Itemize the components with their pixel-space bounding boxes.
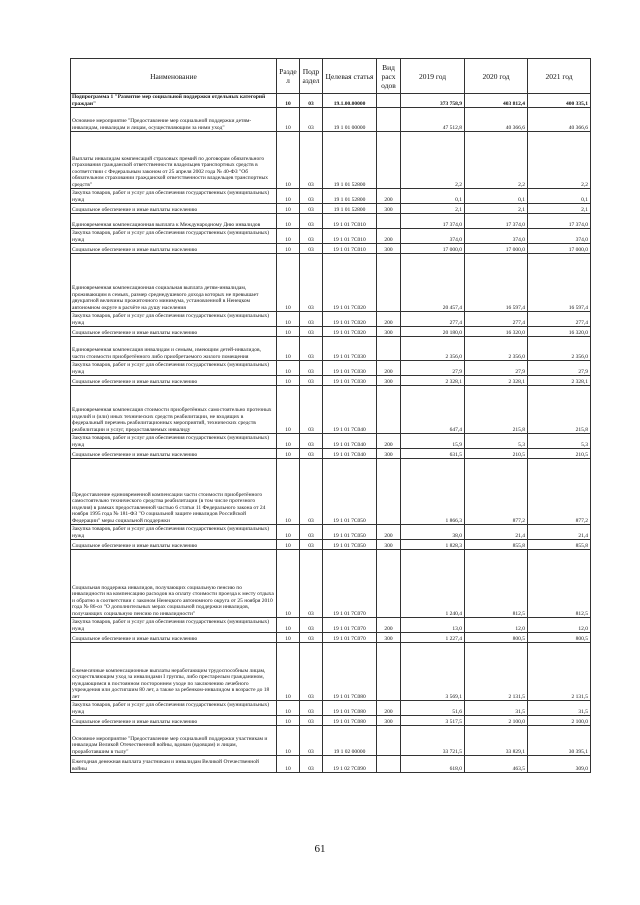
cell-vid bbox=[377, 386, 401, 434]
cell-target: 19 1 01 7С020 bbox=[323, 312, 377, 327]
header-name: Наименование bbox=[71, 59, 277, 94]
cell-2020: 21,4 bbox=[465, 525, 528, 540]
cell-vid bbox=[377, 643, 401, 701]
cell-target: 19 1 01 52800 bbox=[323, 204, 377, 214]
cell-2020: 2 131,5 bbox=[465, 643, 528, 701]
cell-target: 19 1 01 7С080 bbox=[323, 716, 377, 726]
cell-razdel: 10 bbox=[277, 540, 300, 550]
cell-2019: 2 356,0 bbox=[401, 337, 465, 361]
cell-2019: 51,6 bbox=[401, 701, 465, 716]
cell-2021: 27,9 bbox=[528, 361, 591, 376]
cell-razdel: 10 bbox=[277, 214, 300, 229]
cell-vid: 300 bbox=[377, 716, 401, 726]
cell-target: 19 1 01 7С010 bbox=[323, 214, 377, 229]
cell-podrazdel: 03 bbox=[300, 701, 323, 716]
cell-2021: 2 131,5 bbox=[528, 643, 591, 701]
cell-2019: 15,9 bbox=[401, 434, 465, 449]
cell-2020: 855,8 bbox=[465, 540, 528, 550]
cell-razdel: 10 bbox=[277, 312, 300, 327]
cell-target: 19 1 01 7С040 bbox=[323, 449, 377, 459]
cell-2020: 0,1 bbox=[465, 189, 528, 204]
cell-2021: 31,5 bbox=[528, 701, 591, 716]
cell-2019: 20 457,4 bbox=[401, 254, 465, 312]
cell-2020: 210,5 bbox=[465, 449, 528, 459]
cell-name: Закупка товаров, работ и услуг для обеспечения государственных (муниципальных) нужд bbox=[71, 312, 277, 327]
cell-2019: 374,0 bbox=[401, 229, 465, 244]
cell-razdel: 10 bbox=[277, 94, 300, 108]
cell-2021: 400 335,1 bbox=[528, 94, 591, 108]
cell-podrazdel: 03 bbox=[300, 204, 323, 214]
cell-podrazdel: 03 bbox=[300, 132, 323, 189]
table-row bbox=[71, 312, 591, 327]
cell-target: 19 1 01 7С080 bbox=[323, 701, 377, 716]
cell-vid: 200 bbox=[377, 312, 401, 327]
cell-podrazdel: 03 bbox=[300, 633, 323, 643]
table-row bbox=[71, 633, 591, 643]
cell-2020: 27,9 bbox=[465, 361, 528, 376]
table-row bbox=[71, 214, 591, 229]
cell-name: Социальное обеспечение и иные выплаты населению bbox=[71, 327, 277, 337]
cell-razdel: 10 bbox=[277, 716, 300, 726]
cell-name: Социальное обеспечение и иные выплаты населению bbox=[71, 540, 277, 550]
cell-2021: 210,5 bbox=[528, 449, 591, 459]
table-row bbox=[71, 434, 591, 449]
cell-vid: 300 bbox=[377, 327, 401, 337]
cell-podrazdel: 03 bbox=[300, 618, 323, 633]
cell-2021: 2 356,0 bbox=[528, 337, 591, 361]
cell-name: Социальное обеспечение и иные выплаты населению bbox=[71, 204, 277, 214]
cell-target: 19.1.00.00000 bbox=[323, 94, 377, 108]
table-row bbox=[71, 756, 591, 773]
cell-name: Предоставление единовременной компенсации части стоимости приобретённого самостоятельно технического средства реабилитации (в том числе протезного изделия) в рамках предоставленной частью 6 статьи 11 Федерального закона от 24 ноября 1995 года № 181-ФЗ "О социальной защите инвалидов Российской Федерации" меры социальной поддержки bbox=[71, 459, 277, 525]
cell-razdel: 10 bbox=[277, 701, 300, 716]
cell-podrazdel: 03 bbox=[300, 459, 323, 525]
cell-2020: 40 366,6 bbox=[465, 108, 528, 132]
cell-razdel: 10 bbox=[277, 189, 300, 204]
cell-vid: 300 bbox=[377, 376, 401, 386]
cell-2019: 20 180,0 bbox=[401, 327, 465, 337]
cell-2019: 1 866,3 bbox=[401, 459, 465, 525]
cell-podrazdel: 03 bbox=[300, 254, 323, 312]
cell-razdel: 10 bbox=[277, 386, 300, 434]
cell-2021: 277,4 bbox=[528, 312, 591, 327]
cell-podrazdel: 03 bbox=[300, 108, 323, 132]
cell-razdel: 10 bbox=[277, 434, 300, 449]
cell-target: 19 1 01 7С050 bbox=[323, 459, 377, 525]
cell-target: 19 1 01 7С040 bbox=[323, 434, 377, 449]
cell-vid bbox=[377, 726, 401, 756]
cell-2021: 16 597,4 bbox=[528, 254, 591, 312]
header-target: Целевая статья bbox=[323, 59, 377, 94]
header-vid: Вид расх одов bbox=[377, 59, 401, 94]
cell-2020: 5,3 bbox=[465, 434, 528, 449]
cell-razdel: 10 bbox=[277, 132, 300, 189]
table-row bbox=[71, 327, 591, 337]
cell-name: Закупка товаров, работ и услуг для обеспечения государственных (муниципальных) нужд bbox=[71, 525, 277, 540]
cell-2019: 1 227,4 bbox=[401, 633, 465, 643]
cell-name: Социальное обеспечение и иные выплаты населению bbox=[71, 449, 277, 459]
cell-podrazdel: 03 bbox=[300, 229, 323, 244]
cell-name: Единовременная компенсация инвалидам и семьям, имеющим детей-инвалидов, части стоимости приобретённого либо приобретаемого жилого помещения bbox=[71, 337, 277, 361]
cell-2020: 877,2 bbox=[465, 459, 528, 525]
cell-name: Единовременная компенсационная выплата к Международному Дню инвалидов bbox=[71, 214, 277, 229]
cell-vid: 300 bbox=[377, 633, 401, 643]
cell-vid: 200 bbox=[377, 701, 401, 716]
table-row bbox=[71, 337, 591, 361]
cell-target: 19 1 01 7С040 bbox=[323, 386, 377, 434]
table-row bbox=[71, 361, 591, 376]
cell-target: 19 1 01 7С050 bbox=[323, 540, 377, 550]
cell-razdel: 10 bbox=[277, 756, 300, 773]
cell-name: Ежегодная денежная выплата участникам и инвалидам Великой Отечественной войны bbox=[71, 756, 277, 773]
cell-2020: 17 000,0 bbox=[465, 244, 528, 254]
cell-name: Закупка товаров, работ и услуг для обеспечения государственных (муниципальных) нужд bbox=[71, 361, 277, 376]
cell-2019: 373 758,9 bbox=[401, 94, 465, 108]
cell-2021: 40 366,6 bbox=[528, 108, 591, 132]
cell-razdel: 10 bbox=[277, 229, 300, 244]
cell-podrazdel: 03 bbox=[300, 525, 323, 540]
cell-2020: 12,0 bbox=[465, 618, 528, 633]
cell-2020: 2 328,1 bbox=[465, 376, 528, 386]
cell-2019: 618,0 bbox=[401, 756, 465, 773]
cell-podrazdel: 03 bbox=[300, 327, 323, 337]
cell-2020: 215,8 bbox=[465, 386, 528, 434]
cell-vid bbox=[377, 550, 401, 618]
cell-2020: 277,4 bbox=[465, 312, 528, 327]
cell-target: 19 1 01 00000 bbox=[323, 108, 377, 132]
cell-name: Социальное обеспечение и иные выплаты населению bbox=[71, 244, 277, 254]
cell-razdel: 10 bbox=[277, 726, 300, 756]
table-row bbox=[71, 459, 591, 525]
cell-2019: 17 374,0 bbox=[401, 214, 465, 229]
cell-2020: 812,5 bbox=[465, 550, 528, 618]
cell-vid: 200 bbox=[377, 361, 401, 376]
cell-2019: 277,4 bbox=[401, 312, 465, 327]
cell-2019: 1 240,4 bbox=[401, 550, 465, 618]
cell-podrazdel: 03 bbox=[300, 726, 323, 756]
cell-vid bbox=[377, 459, 401, 525]
cell-podrazdel: 03 bbox=[300, 361, 323, 376]
cell-name: Социальная поддержка инвалидов, получающих социальную пенсию по инвалидности на компенсацию расходов на оплату стоимости проезда к месту отдыха и обратно в соответствии с законом Ненецкого автономного округа от 25 ноября 2010 года № 86-оз "О дополнительных мерах социальной поддержки инвалидов, получающих социальную пенсию по инвалидности" bbox=[71, 550, 277, 618]
cell-vid: 200 bbox=[377, 618, 401, 633]
cell-2021: 17 000,0 bbox=[528, 244, 591, 254]
table-row bbox=[71, 108, 591, 132]
cell-2021: 374,0 bbox=[528, 229, 591, 244]
table-row bbox=[71, 254, 591, 312]
cell-razdel: 10 bbox=[277, 618, 300, 633]
table-row bbox=[71, 618, 591, 633]
cell-vid: 300 bbox=[377, 244, 401, 254]
budget-table bbox=[70, 58, 591, 773]
cell-target: 19 1 01 7С030 bbox=[323, 337, 377, 361]
cell-2021: 5,3 bbox=[528, 434, 591, 449]
cell-2019: 38,0 bbox=[401, 525, 465, 540]
cell-razdel: 10 bbox=[277, 327, 300, 337]
cell-2020: 2 356,0 bbox=[465, 337, 528, 361]
header-razdel: Разде л bbox=[277, 59, 300, 94]
cell-2020: 2 100,0 bbox=[465, 716, 528, 726]
table-row bbox=[71, 189, 591, 204]
cell-name: Подпрограмма 1 "Развитие мер социальной поддержки отдельных категорий граждан" bbox=[71, 94, 277, 108]
cell-vid: 200 bbox=[377, 229, 401, 244]
cell-target: 19 1 01 7С070 bbox=[323, 633, 377, 643]
table-row bbox=[71, 540, 591, 550]
cell-2019: 17 000,0 bbox=[401, 244, 465, 254]
cell-2019: 0,1 bbox=[401, 189, 465, 204]
cell-2020: 800,5 bbox=[465, 633, 528, 643]
cell-razdel: 10 bbox=[277, 459, 300, 525]
cell-razdel: 10 bbox=[277, 376, 300, 386]
cell-podrazdel: 03 bbox=[300, 550, 323, 618]
cell-target: 19 1 01 7С070 bbox=[323, 618, 377, 633]
cell-name: Ежемесячные компенсационные выплаты неработающим трудоспособным лицам, осуществляющим уход за инвалидами I группы, либо престарелым гражданином, нуждающимся в постоянном постороннем уходе по заключению лечебного учреждения или достигшим 80 лет, а также за ребенком-инвалидом в возрасте до 18 лет bbox=[71, 643, 277, 701]
table-row bbox=[71, 643, 591, 701]
cell-name: Закупка товаров, работ и услуг для обеспечения государственных (муниципальных) нужд bbox=[71, 701, 277, 716]
cell-2021: 855,8 bbox=[528, 540, 591, 550]
cell-2021: 0,1 bbox=[528, 189, 591, 204]
table-row bbox=[71, 449, 591, 459]
cell-vid: 200 bbox=[377, 525, 401, 540]
cell-podrazdel: 03 bbox=[300, 756, 323, 773]
table-row bbox=[71, 229, 591, 244]
cell-target: 19 1 02 7С090 bbox=[323, 756, 377, 773]
cell-2019: 13,0 bbox=[401, 618, 465, 633]
cell-razdel: 10 bbox=[277, 254, 300, 312]
table-row bbox=[71, 716, 591, 726]
cell-razdel: 10 bbox=[277, 337, 300, 361]
cell-2019: 47 512,8 bbox=[401, 108, 465, 132]
table-body bbox=[71, 94, 591, 773]
cell-vid bbox=[377, 254, 401, 312]
cell-2020: 31,5 bbox=[465, 701, 528, 716]
cell-name: Закупка товаров, работ и услуг для обеспечения государственных (муниципальных) нужд bbox=[71, 618, 277, 633]
cell-vid bbox=[377, 214, 401, 229]
cell-2019: 2,2 bbox=[401, 132, 465, 189]
cell-target: 19 1 01 7С080 bbox=[323, 643, 377, 701]
cell-2020: 403 812,4 bbox=[465, 94, 528, 108]
cell-razdel: 10 bbox=[277, 244, 300, 254]
cell-podrazdel: 03 bbox=[300, 449, 323, 459]
cell-podrazdel: 03 bbox=[300, 94, 323, 108]
cell-razdel: 10 bbox=[277, 643, 300, 701]
cell-target: 19 1 01 7С030 bbox=[323, 361, 377, 376]
cell-name: Социальное обеспечение и иные выплаты населению bbox=[71, 376, 277, 386]
cell-2019: 631,5 bbox=[401, 449, 465, 459]
cell-razdel: 10 bbox=[277, 449, 300, 459]
cell-2021: 2,1 bbox=[528, 204, 591, 214]
table-row bbox=[71, 94, 591, 108]
cell-2019: 3 569,1 bbox=[401, 643, 465, 701]
cell-razdel: 10 bbox=[277, 108, 300, 132]
budget-table-sheet bbox=[70, 58, 590, 773]
cell-podrazdel: 03 bbox=[300, 337, 323, 361]
page-number: 61 bbox=[314, 843, 326, 855]
cell-target: 19 1 01 7С020 bbox=[323, 254, 377, 312]
cell-vid bbox=[377, 108, 401, 132]
cell-name: Единовременная компенсационная социальная выплата детям-инвалидам, проживающим в семьях, размер среднедушевого дохода которых не превышает двукратной величины прожиточного минимума, установленной в Ненецком автономном округе в расчёте на душу населения bbox=[71, 254, 277, 312]
cell-2020: 16 597,4 bbox=[465, 254, 528, 312]
cell-podrazdel: 03 bbox=[300, 376, 323, 386]
cell-2019: 3 517,5 bbox=[401, 716, 465, 726]
cell-2019: 2 328,1 bbox=[401, 376, 465, 386]
table-row bbox=[71, 376, 591, 386]
cell-vid bbox=[377, 132, 401, 189]
cell-2021: 12,0 bbox=[528, 618, 591, 633]
cell-2021: 877,2 bbox=[528, 459, 591, 525]
table-row bbox=[71, 244, 591, 254]
table-row bbox=[71, 525, 591, 540]
cell-podrazdel: 03 bbox=[300, 189, 323, 204]
table-row bbox=[71, 550, 591, 618]
cell-target: 19 1 01 7С020 bbox=[323, 327, 377, 337]
cell-2021: 2 328,1 bbox=[528, 376, 591, 386]
cell-vid bbox=[377, 337, 401, 361]
table-row bbox=[71, 726, 591, 756]
cell-vid bbox=[377, 94, 401, 108]
cell-podrazdel: 03 bbox=[300, 540, 323, 550]
cell-name: Закупка товаров, работ и услуг для обеспечения государственных (муниципальных) нужд bbox=[71, 229, 277, 244]
cell-2020: 16 320,0 bbox=[465, 327, 528, 337]
table-row bbox=[71, 386, 591, 434]
cell-2021: 21,4 bbox=[528, 525, 591, 540]
cell-target: 19 1 01 7С010 bbox=[323, 244, 377, 254]
cell-2020: 17 374,0 bbox=[465, 214, 528, 229]
table-row bbox=[71, 132, 591, 189]
header-2020: 2020 год bbox=[465, 59, 528, 94]
cell-2020: 374,0 bbox=[465, 229, 528, 244]
cell-target: 19 1 01 7С030 bbox=[323, 376, 377, 386]
cell-2021: 215,8 bbox=[528, 386, 591, 434]
cell-name: Основное мероприятие "Предоставление мер социальной поддержки детям-инвалидам, инвалидам и лицам, осуществляющим за ними уход" bbox=[71, 108, 277, 132]
cell-razdel: 10 bbox=[277, 550, 300, 618]
cell-podrazdel: 03 bbox=[300, 643, 323, 701]
cell-2020: 2,1 bbox=[465, 204, 528, 214]
cell-2021: 17 374,0 bbox=[528, 214, 591, 229]
table-row bbox=[71, 204, 591, 214]
cell-name: Закупка товаров, работ и услуг для обеспечения государственных (муниципальных) нужд bbox=[71, 189, 277, 204]
cell-2021: 812,5 bbox=[528, 550, 591, 618]
cell-razdel: 10 bbox=[277, 204, 300, 214]
cell-2019: 33 721,5 bbox=[401, 726, 465, 756]
cell-2019: 2,1 bbox=[401, 204, 465, 214]
table-header-row bbox=[71, 59, 591, 94]
cell-target: 19 1 01 7С070 bbox=[323, 550, 377, 618]
cell-name: Выплаты инвалидам компенсаций страховых премий по договорам обязательного страхования гражданской ответственности владельцев транспортных средств в соответствии с Федеральным законом от 25 апреля 2002 года № 40-ФЗ "Об обязательном страховании гражданской ответственности владельцев транспортных средств" bbox=[71, 132, 277, 189]
cell-vid: 300 bbox=[377, 540, 401, 550]
cell-target: 19 1 01 52800 bbox=[323, 189, 377, 204]
cell-target: 19 1 01 7С010 bbox=[323, 229, 377, 244]
cell-podrazdel: 03 bbox=[300, 312, 323, 327]
header-2019: 2019 год bbox=[401, 59, 465, 94]
cell-2020: 2,2 bbox=[465, 132, 528, 189]
cell-2021: 800,5 bbox=[528, 633, 591, 643]
cell-podrazdel: 03 bbox=[300, 386, 323, 434]
cell-razdel: 10 bbox=[277, 361, 300, 376]
header-podrazdel: Подр аздел bbox=[300, 59, 323, 94]
cell-podrazdel: 03 bbox=[300, 214, 323, 229]
cell-podrazdel: 03 bbox=[300, 716, 323, 726]
cell-2019: 27,9 bbox=[401, 361, 465, 376]
header-2021: 2021 год bbox=[528, 59, 591, 94]
cell-2021: 30 395,1 bbox=[528, 726, 591, 756]
cell-name: Социальное обеспечение и иные выплаты населению bbox=[71, 716, 277, 726]
cell-2020: 33 829,1 bbox=[465, 726, 528, 756]
cell-podrazdel: 03 bbox=[300, 244, 323, 254]
cell-2021: 2 100,0 bbox=[528, 716, 591, 726]
cell-target: 19 1 01 52800 bbox=[323, 132, 377, 189]
cell-2020: 463,5 bbox=[465, 756, 528, 773]
cell-razdel: 10 bbox=[277, 525, 300, 540]
cell-name: Основное мероприятие "Предоставление мер социальной поддержки участникам и инвалидам Великой Отечественной войны, вдовам (вдовцам) и лицам, проработавшим в тылу" bbox=[71, 726, 277, 756]
cell-2021: 309,0 bbox=[528, 756, 591, 773]
cell-name: Социальное обеспечение и иные выплаты населению bbox=[71, 633, 277, 643]
cell-vid: 300 bbox=[377, 204, 401, 214]
cell-name: Единовременная компенсация стоимости приобретённых самостоятельно протезных изделий и (или) иных технических средств реабилитации, не входящих в федеральный перечень реабилитационных мероприятий, технических средств реабилитации и услуг, предоставляемых инвалиду bbox=[71, 386, 277, 434]
cell-vid: 200 bbox=[377, 434, 401, 449]
cell-target: 19 1 02 00000 bbox=[323, 726, 377, 756]
cell-2021: 16 320,0 bbox=[528, 327, 591, 337]
cell-2019: 647,4 bbox=[401, 386, 465, 434]
cell-2021: 2,2 bbox=[528, 132, 591, 189]
cell-name: Закупка товаров, работ и услуг для обеспечения государственных (муниципальных) нужд bbox=[71, 434, 277, 449]
cell-podrazdel: 03 bbox=[300, 434, 323, 449]
cell-razdel: 10 bbox=[277, 633, 300, 643]
cell-vid: 200 bbox=[377, 189, 401, 204]
cell-target: 19 1 01 7С050 bbox=[323, 525, 377, 540]
table-row bbox=[71, 701, 591, 716]
cell-vid: 300 bbox=[377, 449, 401, 459]
cell-vid bbox=[377, 756, 401, 773]
cell-2019: 1 828,3 bbox=[401, 540, 465, 550]
